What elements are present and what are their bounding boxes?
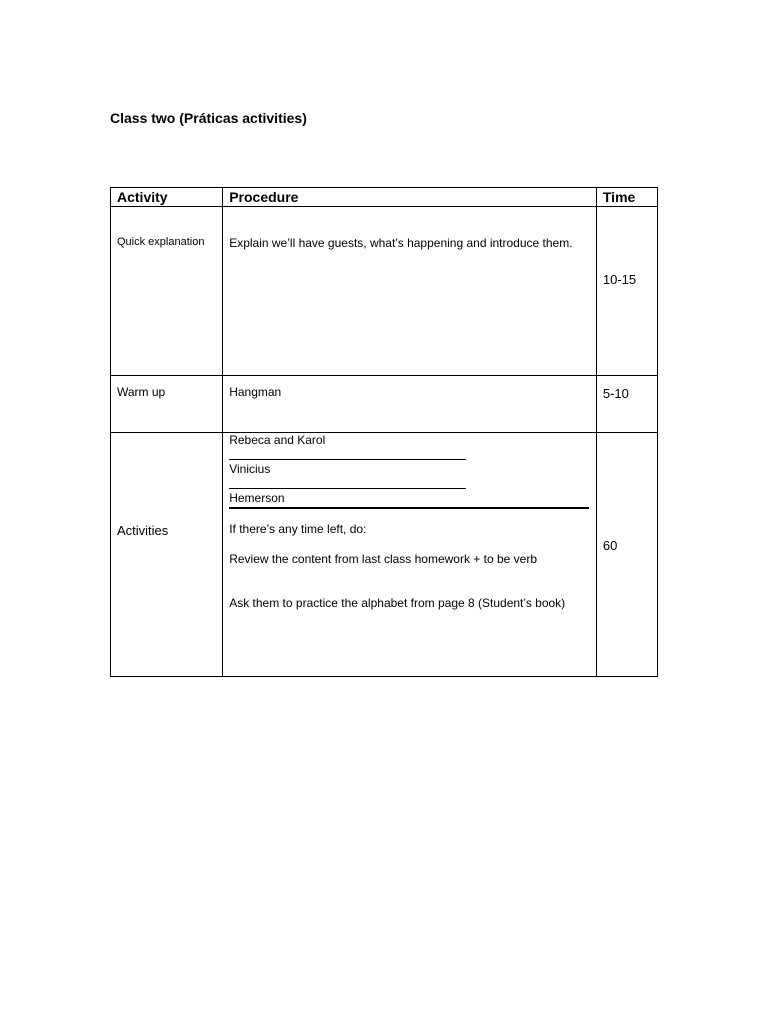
table-row bbox=[111, 207, 658, 376]
activity-cell: Activities bbox=[111, 433, 223, 677]
procedure-item: Ask them to practice the alphabet from page 8 (Student’s book) bbox=[229, 596, 566, 610]
lesson-plan-table bbox=[110, 187, 658, 677]
group-label: Rebeca and Karol bbox=[229, 433, 326, 447]
activity-cell: Warm up bbox=[111, 376, 223, 433]
procedure-note: If there’s any time left, do: bbox=[229, 522, 367, 536]
group-label: Hemerson bbox=[229, 491, 285, 505]
divider-rule bbox=[229, 459, 466, 460]
header-procedure: Procedure bbox=[223, 188, 597, 207]
header-activity: Activity bbox=[111, 188, 223, 207]
procedure-cell: Explain we’ll have guests, what’s happening and introduce them. bbox=[223, 207, 597, 376]
table-row bbox=[111, 433, 658, 677]
time-cell: 10-15 bbox=[596, 207, 657, 376]
time-cell: 60 bbox=[596, 433, 657, 677]
header-time: Time bbox=[596, 188, 657, 207]
procedure-cell: Hangman bbox=[223, 376, 597, 433]
table-row bbox=[111, 376, 658, 433]
divider-rule bbox=[229, 507, 589, 509]
group-label: Vinicius bbox=[229, 462, 271, 476]
document-title: Class two (Práticas activities) bbox=[110, 110, 307, 126]
activity-cell: Quick explanation bbox=[111, 207, 223, 376]
table-header-row bbox=[111, 188, 658, 207]
procedure-item: Review the content from last class homework + to be verb bbox=[229, 552, 538, 566]
divider-rule bbox=[229, 488, 466, 489]
time-cell: 5-10 bbox=[596, 376, 657, 433]
procedure-cell bbox=[223, 433, 597, 677]
